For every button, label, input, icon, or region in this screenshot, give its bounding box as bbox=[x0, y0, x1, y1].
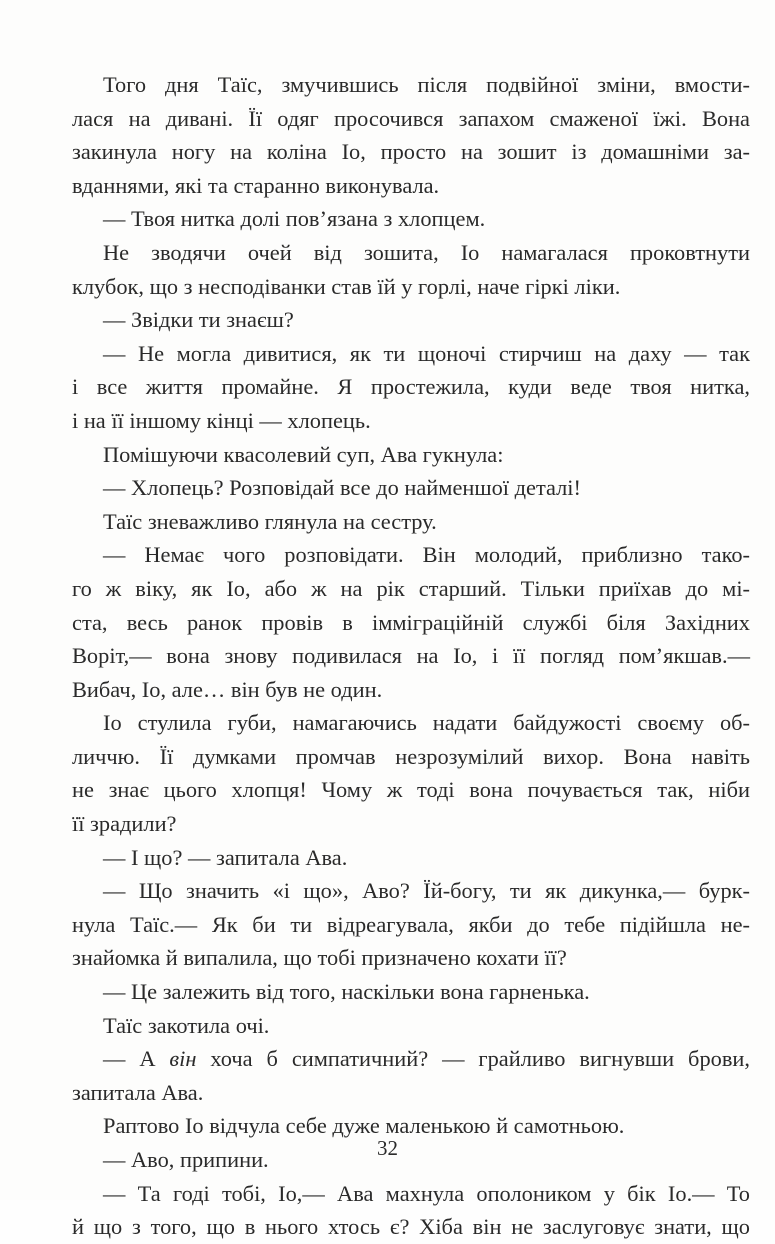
text-line: Воріт,— вона знову подивилася на Іо, і її погляд пом’якшав.— bbox=[72, 643, 750, 669]
text-line: — Хлопець? Розповідай все до найменшої деталі! bbox=[103, 475, 581, 501]
text-line: знайомка й випалила, що тобі призначено кохати її? bbox=[72, 945, 567, 971]
text-line: — Не могла дивитися, як ти щоночі стирчиш на даху — так bbox=[103, 340, 750, 366]
text-line: Не зводячи очей від зошита, Іо намагалася проковтнути bbox=[103, 239, 750, 265]
text-line: Іо стулила губи, намагаючись надати байдужості своєму об- bbox=[103, 710, 750, 736]
text-line: — Немає чого розповідати. Він молодий, приблизно тако- bbox=[103, 542, 750, 568]
paragraph-p3 bbox=[72, 236, 750, 303]
paragraph-p10 bbox=[72, 706, 750, 840]
text-line: Вибач, Іо, але… він був не один. bbox=[72, 676, 383, 702]
text-line: і на її іншому кінці — хлопець. bbox=[72, 407, 371, 433]
paragraph-p5 bbox=[72, 337, 750, 438]
text-line: — Що значить «і що», Аво? Їй-богу, ти як дикунка,— бурк- bbox=[103, 878, 750, 904]
paragraph-p7 bbox=[72, 471, 750, 505]
paragraph-p12 bbox=[72, 874, 750, 975]
text-line: Таїс зневажливо глянула на сестру. bbox=[103, 508, 437, 534]
paragraph-p14 bbox=[72, 1009, 750, 1043]
text-line: — Звідки ти знаєш? bbox=[103, 307, 294, 333]
paragraph-p8 bbox=[72, 505, 750, 539]
text-line: личчю. Її думками промчав незрозумілий вихор. Вона навіть bbox=[72, 743, 750, 769]
text-line: — Та годі тобі, Іо,— Ава махнула ополоником у бік Іо.— То bbox=[103, 1180, 750, 1206]
text-line: вданнями, які та старанно виконувала. bbox=[72, 172, 440, 198]
text-fragment: — А bbox=[103, 1046, 170, 1072]
paragraph-p4 bbox=[72, 303, 750, 337]
text-line: й що з того, що в нього хтось є? Хіба він не заслуговує знати, що bbox=[72, 1214, 750, 1240]
text-fragment: хоча б симпатичний? — грайливо вигнувши брови, bbox=[196, 1046, 750, 1072]
text-line: го ж віку, як Іо, або ж на рік старший. Тільки приїхав до мі- bbox=[72, 575, 750, 601]
paragraph-p9 bbox=[72, 538, 750, 706]
text-line: і все життя промайне. Я простежила, куди веде твоя нитка, bbox=[72, 374, 750, 400]
text-line: ста, весь ранок провів в імміграційній службі біля Західних bbox=[72, 609, 750, 635]
text-line: клубок, що з несподіванки став їй у горлі, наче гіркі ліки. bbox=[72, 273, 621, 299]
text-line: закинула ногу на коліна Іо, просто на зошит із домашніми за- bbox=[72, 139, 750, 165]
text-line: — Твоя нитка долі пов’язана з хлопцем. bbox=[103, 206, 486, 232]
text-line: — Аво, припини. bbox=[103, 1147, 269, 1172]
text-line: її зрадили? bbox=[72, 811, 177, 837]
text-line: — І що? — запитала Ава. bbox=[103, 844, 348, 870]
text-line: Помішуючи квасолевий суп, Ава гукнула: bbox=[103, 441, 504, 467]
text-line bbox=[72, 1042, 750, 1076]
paragraph-p2 bbox=[72, 202, 750, 236]
text-line: Таїс закотила очі. bbox=[103, 1012, 270, 1038]
emphasis-text: він bbox=[169, 1046, 197, 1072]
paragraph-p11 bbox=[72, 841, 750, 875]
text-line: не знає цього хлопця! Чому ж тоді вона почувається так, ніби bbox=[72, 777, 750, 803]
text-line: запитала Ава. bbox=[72, 1079, 204, 1105]
paragraph-p1 bbox=[72, 68, 750, 202]
text-line: Того дня Таїс, змучившись після подвійної зміни, вмости- bbox=[103, 72, 750, 97]
paragraph-p15 bbox=[72, 1042, 750, 1109]
page-body-text bbox=[72, 68, 750, 1244]
text-line: Раптово Іо відчула себе дуже маленькою й самотньою. bbox=[103, 1113, 625, 1139]
paragraph-p13 bbox=[72, 975, 750, 1009]
paragraph-p6 bbox=[72, 438, 750, 472]
text-line: — Це залежить від того, наскільки вона гарненька. bbox=[103, 979, 590, 1005]
page-number: 32 bbox=[377, 1136, 398, 1160]
text-line: лася на дивані. Її одяг просочився запахом смаженої їжі. Вона bbox=[72, 105, 750, 131]
paragraph-p18 bbox=[72, 1177, 750, 1244]
text-line: нула Таїс.— Як би ти відреагувала, якби до тебе підійшла не- bbox=[72, 911, 750, 937]
